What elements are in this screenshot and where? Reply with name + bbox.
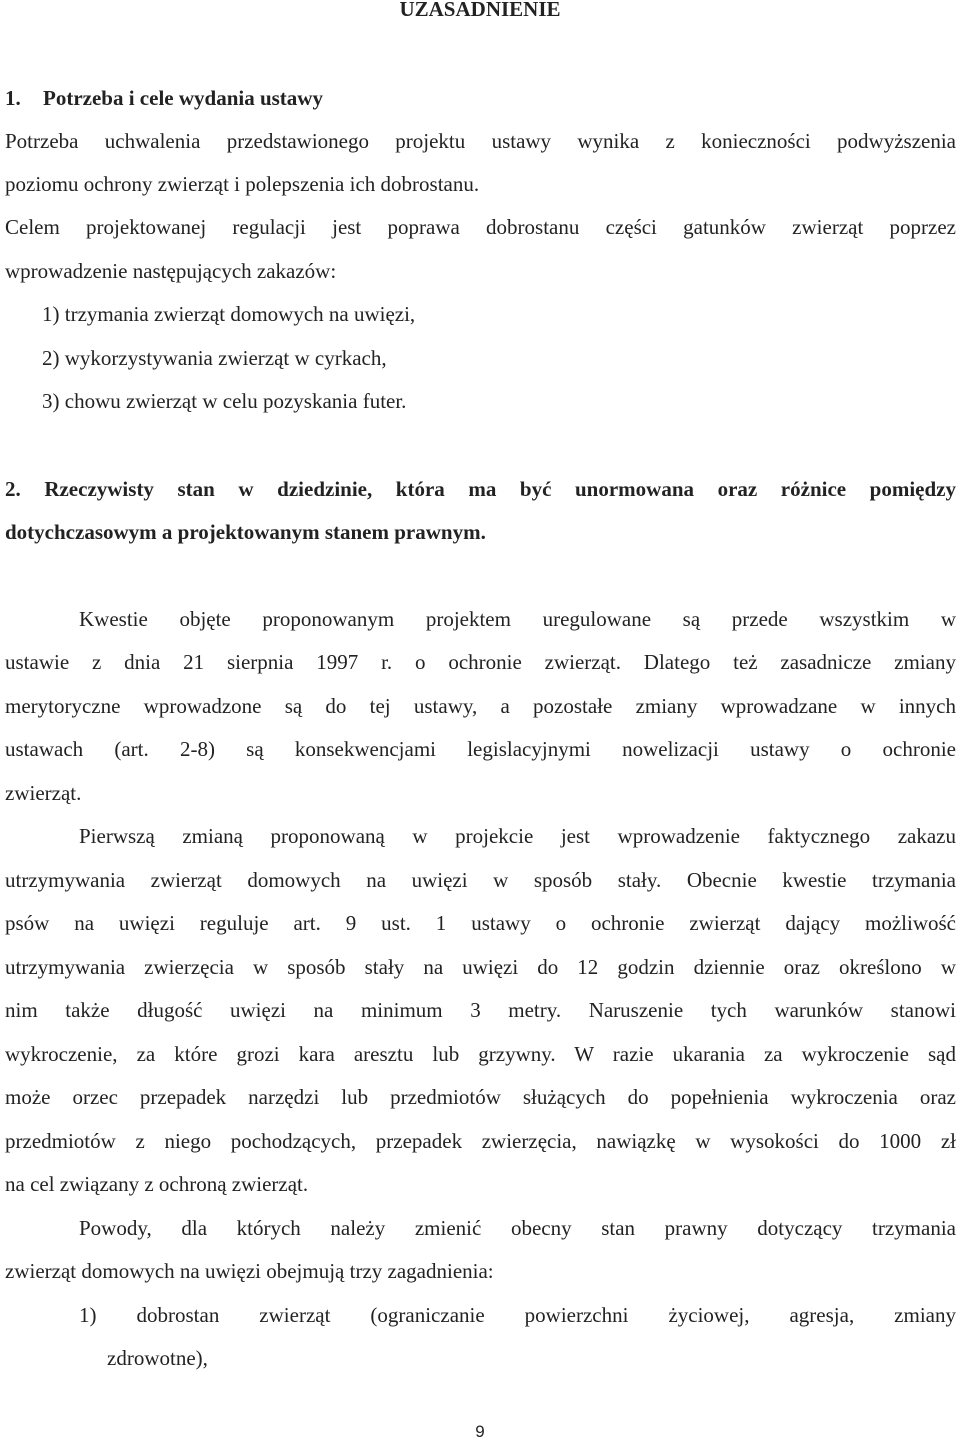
paragraph-line: utrzymywania zwierzęcia w sposób stały na uwięzi do 12 godzin dziennie oraz określono w <box>5 955 956 979</box>
paragraph-line: psów na uwięzi reguluje art. 9 ust. 1 ustawy o ochronie zwierząt dający możliwość <box>5 911 956 935</box>
paragraph-line: ustawach (art. 2-8) są konsekwencjami legislacyjnymi nowelizacji ustawy o ochronie <box>5 737 956 761</box>
section-2-heading-line-2: dotychczasowym a projektowanym stanem prawnym. <box>5 520 486 544</box>
list-item-number: 1) <box>79 1303 97 1327</box>
paragraph-line: Kwestie objęte proponowanym projektem uregulowane są przede wszystkim w <box>79 607 956 631</box>
list-item: 1) trzymania zwierząt domowych na uwięzi, <box>42 302 416 326</box>
list-item-continuation: zdrowotne), <box>107 1346 208 1370</box>
paragraph-line: utrzymywania zwierząt domowych na uwięzi w sposób stały. Obecnie kwestie trzymania <box>5 868 956 892</box>
paragraph-line: Pierwszą zmianą proponowaną w projekcie jest wprowadzenie faktycznego zakazu <box>79 824 956 848</box>
paragraph-line: nim także długość uwięzi na minimum 3 metry. Naruszenie tych warunków stanowi <box>5 998 956 1022</box>
document-title: UZASADNIENIE <box>399 0 561 21</box>
list-item <box>79 1303 956 1327</box>
section-1-line-3: Celem projektowanej regulacji jest poprawa dobrostanu części gatunków zwierząt poprzez <box>5 215 956 239</box>
list-item: 2) wykorzystywania zwierząt w cyrkach, <box>42 346 387 370</box>
paragraph-line: wykroczenie, za które grozi kara aresztu lub grzywny. W razie ukarania za wykroczenie sąd <box>5 1042 956 1066</box>
section-1-line-1: Potrzeba uchwalenia przedstawionego projektu ustawy wynika z konieczności podwyższenia <box>5 129 956 153</box>
paragraph-line: merytoryczne wprowadzone są do tej ustawy, a pozostałe zmiany wprowadzane w innych <box>5 694 956 718</box>
list-item: 3) chowu zwierząt w celu pozyskania futer. <box>42 389 407 413</box>
paragraph-line: przedmiotów z niego pochodzących, przepadek zwierzęcia, nawiązkę w wysokości do 1000 zł <box>5 1129 956 1153</box>
section-1-heading <box>5 86 956 110</box>
section-1-title: Potrzeba i cele wydania ustawy <box>43 86 323 110</box>
paragraph-line: na cel związany z ochroną zwierząt. <box>5 1172 309 1196</box>
section-1-line-4: wprowadzenie następujących zakazów: <box>5 259 337 283</box>
paragraph-line: ustawie z dnia 21 sierpnia 1997 r. o ochronie zwierząt. Dlatego też zasadnicze zmiany <box>5 650 956 674</box>
paragraph-line: może orzec przepadek narzędzi lub przedmiotów służących do popełnienia wykroczenia oraz <box>5 1085 956 1109</box>
section-1-number: 1. <box>5 86 21 110</box>
paragraph-line: zwierząt. <box>5 781 82 805</box>
section-2-heading-line-1: 2. Rzeczywisty stan w dziedzinie, która ma być unormowana oraz różnice pomiędzy <box>5 477 956 501</box>
section-1-line-2: poziomu ochrony zwierząt i polepszenia ich dobrostanu. <box>5 172 480 196</box>
page-number: 9 <box>475 1422 485 1441</box>
paragraph-line: Powody, dla których należy zmienić obecny stan prawny dotyczący trzymania <box>79 1216 956 1240</box>
list-item-text: dobrostan zwierząt (ograniczanie powierzchni życiowej, agresja, zmiany <box>136 1303 956 1327</box>
paragraph-line: zwierząt domowych na uwięzi obejmują trzy zagadnienia: <box>5 1259 494 1283</box>
